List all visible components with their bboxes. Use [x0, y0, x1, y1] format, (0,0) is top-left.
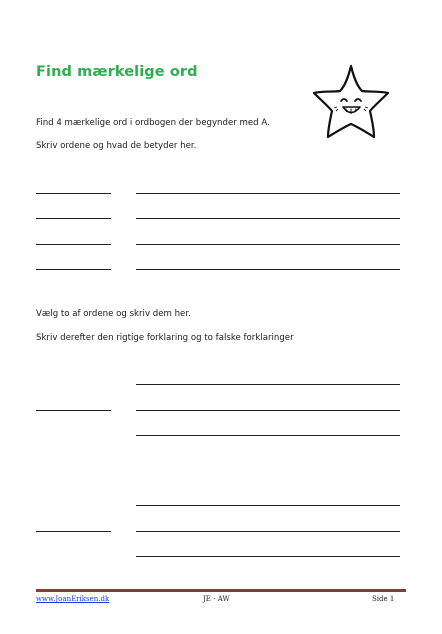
instruction-write-meanings: Skriv ordene og hvad de betyder her. — [36, 141, 197, 151]
footer-divider — [36, 589, 406, 592]
explanation-line-b3[interactable] — [136, 556, 400, 557]
page-number: Side 1 — [372, 595, 395, 603]
footer-link[interactable]: www.JoanEriksen.dk — [36, 595, 110, 603]
explanation-line-b2[interactable] — [136, 531, 400, 532]
chosen-word-line-a[interactable] — [36, 410, 111, 411]
word-line-4[interactable] — [36, 269, 111, 270]
instruction-choose-two: Vælg to af ordene og skriv dem her. — [36, 309, 191, 319]
page-title: Find mærkelige ord — [36, 64, 198, 80]
meaning-line-3[interactable] — [136, 244, 400, 245]
instruction-explanations: Skriv derefter den rigtige forklaring og to falske forklaringer — [36, 333, 294, 343]
footer-author: JE - AW — [203, 595, 230, 603]
meaning-line-4[interactable] — [136, 269, 400, 270]
chosen-word-line-b[interactable] — [36, 531, 111, 532]
explanation-line-a1[interactable] — [136, 384, 400, 385]
explanation-line-a2[interactable] — [136, 410, 400, 411]
word-line-1[interactable] — [36, 193, 111, 194]
word-line-3[interactable] — [36, 244, 111, 245]
explanation-line-a3[interactable] — [136, 435, 400, 436]
smiling-star-icon — [310, 60, 392, 142]
explanation-line-b1[interactable] — [136, 505, 400, 506]
word-line-2[interactable] — [36, 218, 111, 219]
instruction-find-words: Find 4 mærkelige ord i ordbogen der begynder med A. — [36, 118, 270, 128]
meaning-line-2[interactable] — [136, 218, 400, 219]
meaning-line-1[interactable] — [136, 193, 400, 194]
